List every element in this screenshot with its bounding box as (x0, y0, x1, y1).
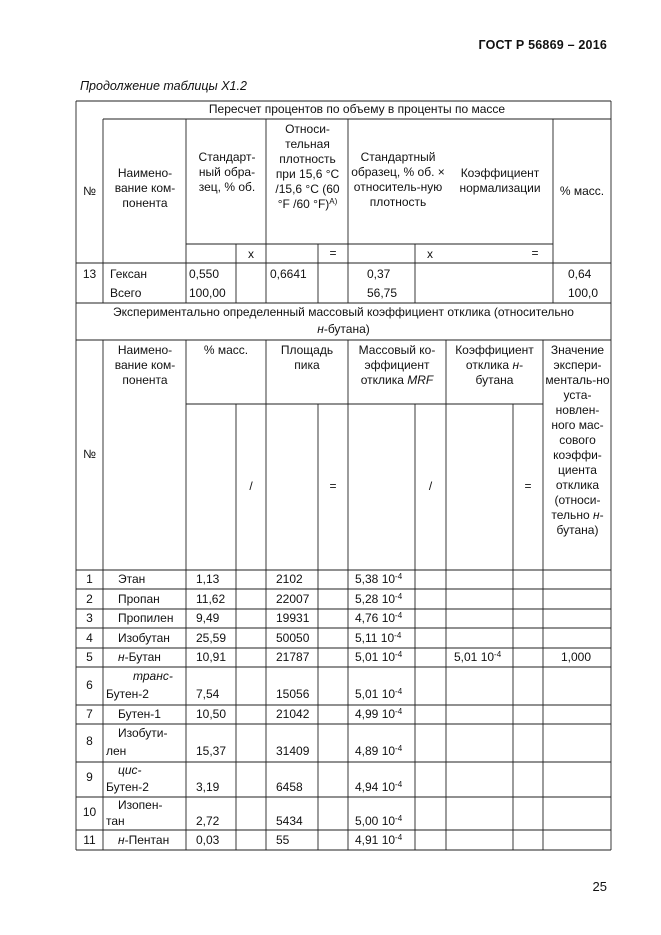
table-cell-mrf: 5,01 $10^{-4}$ (355, 650, 403, 664)
table-cell-name-prefix: транс- (133, 669, 173, 683)
table-cell-area: 2102 (276, 572, 303, 586)
operator-divide: / (249, 479, 253, 493)
header-peak-area: Площадь пика (280, 343, 334, 372)
header-relative-density: Относи-тельная плотность при 15,6 °С /15,6 °С (60 °F /60 °F)$^{А)}$ (275, 122, 340, 211)
header-mass-percent: % масс. (203, 343, 249, 357)
section2-title-line2: н-бутана) (317, 322, 370, 336)
table-cell-name: Изобути- (118, 726, 168, 740)
table-cell-mass: 0,03 (196, 833, 220, 847)
operator-equals: = (531, 246, 539, 260)
table-cell-name: Пропан (118, 592, 160, 606)
table-cell-name: Бутен-1 (118, 707, 161, 721)
table-cell-num: 13 (82, 267, 97, 281)
header-product: Стандартный образец, % об. × относитель-ную плотность (351, 150, 445, 209)
table-cell-num: 9 (86, 770, 93, 784)
table-cell-num: 3 (86, 611, 93, 625)
table-cell-area: 6458 (276, 780, 303, 794)
operator-divide: / (428, 479, 433, 493)
header-component-name: Наимено-вание ком-понента (114, 343, 176, 387)
table-cell-mrf: 5,01 $10^{-4}$ (355, 687, 403, 701)
table-cell-num: 8 (86, 734, 93, 748)
table-cell-mass: 0,64 (568, 267, 592, 281)
table-cell-area: 55 (276, 833, 290, 847)
operator-equals: = (329, 479, 337, 493)
table-cell-area: 31409 (276, 744, 310, 758)
table-cell-name: Бутен-2 (106, 687, 149, 701)
table-cell-area: 19931 (276, 611, 310, 625)
table-continuation-caption: Продолжение таблицы X1.2 (80, 79, 247, 93)
table-cell-mass: 3,19 (196, 780, 220, 794)
table-cell-product: 0,37 (367, 267, 391, 281)
table-cell-mass: 10,91 (196, 650, 227, 664)
header-standard-sample: Стандарт-ный обра-зец, % об. (198, 150, 256, 194)
operator-equals: = (524, 479, 532, 493)
table-cell-name: н-Бутан (118, 650, 161, 664)
table-cell-num: 7 (86, 707, 93, 721)
table-cell-mass: 11,62 (196, 592, 226, 606)
table-cell-name: Гексан (110, 267, 148, 281)
table-cell-name-prefix: цис- (118, 763, 142, 777)
table-cell-name: Всего (110, 286, 142, 300)
header-mass-percent: % масс. (559, 184, 605, 198)
table-cell-name-suffix: лен (106, 744, 127, 758)
table-cell-num: 6 (86, 678, 93, 692)
section1-title: Пересчет процентов по объему в проценты по массе (208, 102, 506, 116)
table-cell-mrf: 5,28 $10^{-4}$ (355, 592, 403, 606)
header-component-name: Наимено-вание ком-понента (114, 166, 176, 210)
table-cell-num: 5 (86, 650, 93, 664)
table-cell-name: Изопен- (118, 798, 163, 812)
table-cell-mrf: 5,00 $10^{-4}$ (355, 814, 403, 828)
table-cell-mrf: 4,91 $10^{-4}$ (355, 833, 403, 847)
section2-title-line1: Экспериментально определенный массовый коэффициент отклика (относительно (113, 305, 574, 319)
table-cell-num: 1 (86, 572, 93, 586)
table-cell-area: 50050 (276, 631, 310, 645)
table-cell-name: Изобутан (118, 631, 170, 645)
header-normalization: Коэффициент нормализации (459, 166, 541, 195)
table-cell-std: 100,00 (189, 286, 226, 300)
table-cell-num: 2 (86, 592, 93, 606)
table-cell-mass: 15,37 (196, 744, 227, 758)
header-mrf: Массовый ко-эффициент отклика MRF (358, 343, 436, 387)
table-cell-name: Бутен-2 (106, 780, 149, 794)
operator-multiply: x (427, 247, 433, 261)
table-cell-mass: 100,0 (568, 286, 599, 300)
standard-number: ГОСТ Р 56869 – 2016 (478, 38, 607, 52)
table-cell-num: 4 (86, 631, 93, 645)
table-cell-value: 1,000 (561, 650, 592, 664)
table-cell-product: 56,75 (367, 286, 398, 300)
table-cell-name-suffix: тан (106, 814, 125, 828)
table-cell-area: 5434 (276, 814, 303, 828)
table-cell-name: Этан (118, 572, 146, 586)
header-num: № (83, 447, 96, 461)
table-cell-std: 0,550 (189, 267, 220, 281)
table-cell-mrf: 4,89 $10^{-4}$ (355, 744, 403, 758)
table-cell-density: 0,6641 (270, 267, 307, 281)
table-cell-mass: 7,54 (196, 687, 220, 701)
table-cell-num: 11 (83, 833, 96, 847)
table-cell-area: 15056 (276, 687, 310, 701)
table-cell-mrf: 5,38 $10^{-4}$ (355, 572, 403, 586)
table-cell-name: Пропилен (118, 611, 174, 625)
table-cell-mass: 10,50 (196, 707, 227, 721)
table-cell-nbutane-coef: 5,01 $10^{-4}$ (454, 650, 502, 664)
table-cell-area: 21042 (276, 707, 310, 721)
table-cell-mass: 2,72 (196, 814, 220, 828)
table-cell-name: н-Пентан (118, 833, 170, 847)
table-cell-mrf: 4,76 $10^{-4}$ (355, 611, 403, 625)
operator-equals: = (329, 246, 337, 260)
table-cell-mrf: 4,99 $10^{-4}$ (355, 707, 403, 721)
header-num: № (83, 184, 96, 198)
header-nbutane-coefficient: Коэффициент отклика н-бутана (455, 343, 534, 387)
page-number: 25 (592, 879, 607, 894)
table-cell-mass: 25,59 (196, 631, 227, 645)
table-cell-area: 22007 (276, 592, 310, 606)
header-experimental-value: Значение экспери-менталь-но уста-новлен-ного мас-сового коэффи-циента отклика (относи-тельно н-бутана) (545, 343, 610, 537)
table-cell-area: 21787 (276, 650, 310, 664)
table-cell-mrf: 5,11 $10^{-4}$ (355, 631, 402, 645)
operator-multiply: x (248, 247, 254, 261)
table-cell-mass: 1,13 (196, 572, 220, 586)
table-cell-mass: 9,49 (196, 611, 220, 625)
table-cell-mrf: 4,94 $10^{-4}$ (355, 780, 403, 794)
table-cell-num: 10 (82, 805, 97, 819)
